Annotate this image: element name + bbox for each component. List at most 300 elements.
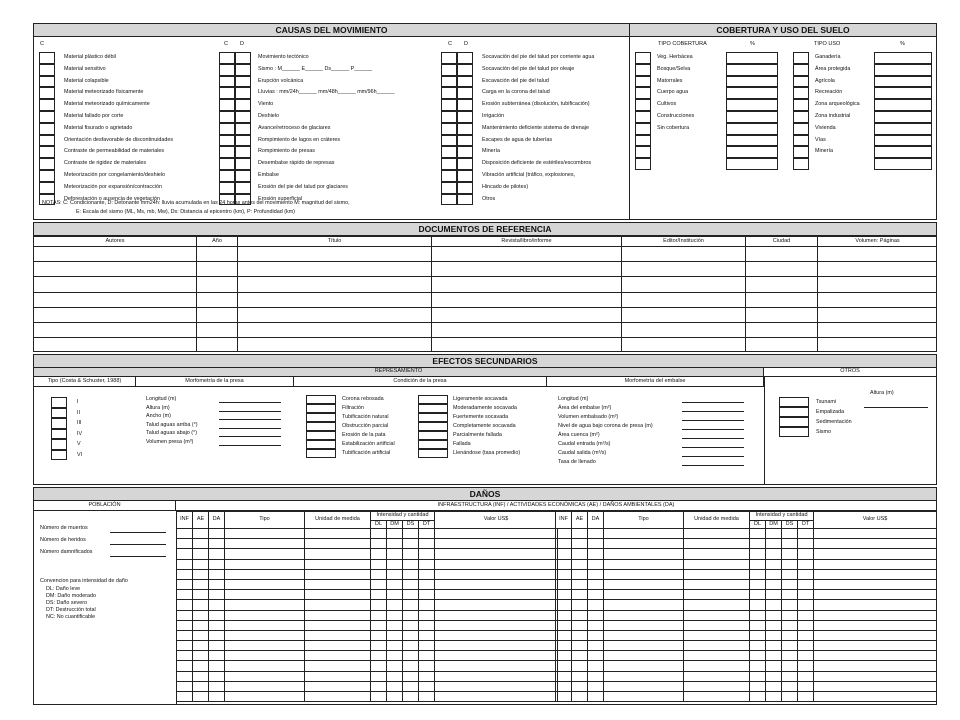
danos-cell[interactable]	[419, 630, 435, 640]
causa-cond-checkbox[interactable]	[219, 182, 235, 194]
danos-cell[interactable]	[684, 600, 750, 610]
danos-cell[interactable]	[766, 651, 782, 661]
tipo-checkbox[interactable]	[51, 397, 67, 408]
uso-checkbox[interactable]	[793, 111, 809, 123]
causa-det-checkbox[interactable]	[457, 123, 473, 135]
danos-cell[interactable]	[435, 681, 558, 691]
danos-cell[interactable]	[435, 671, 558, 681]
danos-cell[interactable]	[572, 620, 588, 630]
danos-cell[interactable]	[305, 681, 371, 691]
danos-cell[interactable]	[750, 661, 766, 671]
danos-cell[interactable]	[684, 651, 750, 661]
danos-cell[interactable]	[435, 692, 558, 702]
danos-cell[interactable]	[371, 620, 387, 630]
doc-cell[interactable]	[197, 307, 238, 322]
danos-cell[interactable]	[588, 559, 604, 569]
causa-cond-checkbox[interactable]	[39, 52, 55, 64]
cobertura-pct-field[interactable]	[726, 123, 778, 135]
danos-cell[interactable]	[766, 590, 782, 600]
altura-field[interactable]	[864, 407, 928, 408]
causa-det-checkbox[interactable]	[235, 52, 251, 64]
danos-cell[interactable]	[782, 569, 798, 579]
danos-cell[interactable]	[305, 569, 371, 579]
condicion-checkbox[interactable]	[306, 431, 336, 440]
cobertura-checkbox[interactable]	[635, 99, 651, 111]
danos-cell[interactable]	[604, 692, 684, 702]
danos-cell[interactable]	[556, 692, 572, 702]
doc-cell[interactable]	[34, 307, 197, 322]
doc-cell[interactable]	[432, 322, 622, 337]
causa-cond-checkbox[interactable]	[39, 146, 55, 158]
danos-cell[interactable]	[177, 529, 193, 539]
danos-cell[interactable]	[766, 641, 782, 651]
danos-cell[interactable]	[193, 549, 209, 559]
danos-cell[interactable]	[419, 671, 435, 681]
causa-cond-checkbox[interactable]	[441, 64, 457, 76]
tipo-checkbox[interactable]	[51, 429, 67, 440]
condicion-checkbox[interactable]	[418, 404, 448, 413]
causa-det-checkbox[interactable]	[235, 123, 251, 135]
causa-cond-checkbox[interactable]	[219, 158, 235, 170]
danos-cell[interactable]	[684, 539, 750, 549]
danos-cell[interactable]	[782, 661, 798, 671]
danos-cell[interactable]	[750, 590, 766, 600]
danos-cell[interactable]	[766, 569, 782, 579]
danos-cell[interactable]	[435, 610, 558, 620]
causa-det-checkbox[interactable]	[457, 52, 473, 64]
danos-cell[interactable]	[588, 641, 604, 651]
danos-cell[interactable]	[387, 549, 403, 559]
causa-cond-checkbox[interactable]	[441, 194, 457, 206]
danos-cell[interactable]	[782, 529, 798, 539]
doc-cell[interactable]	[34, 277, 197, 292]
danos-cell[interactable]	[684, 661, 750, 671]
danos-cell[interactable]	[305, 529, 371, 539]
danos-cell[interactable]	[209, 610, 225, 620]
causa-cond-checkbox[interactable]	[441, 87, 457, 99]
danos-cell[interactable]	[387, 579, 403, 589]
doc-cell[interactable]	[238, 322, 432, 337]
danos-cell[interactable]	[572, 641, 588, 651]
causa-det-checkbox[interactable]	[235, 170, 251, 182]
doc-cell[interactable]	[197, 292, 238, 307]
doc-cell[interactable]	[746, 307, 818, 322]
doc-cell[interactable]	[34, 247, 197, 262]
danos-cell[interactable]	[766, 529, 782, 539]
danos-cell[interactable]	[419, 692, 435, 702]
danos-cell[interactable]	[403, 549, 419, 559]
danos-cell[interactable]	[193, 651, 209, 661]
causa-cond-checkbox[interactable]	[441, 76, 457, 88]
causa-det-checkbox[interactable]	[457, 135, 473, 147]
morfo-embalse-field[interactable]	[682, 411, 744, 412]
causa-cond-checkbox[interactable]	[441, 123, 457, 135]
morfo-presa-field[interactable]	[219, 445, 281, 446]
danos-cell[interactable]	[684, 630, 750, 640]
uso-pct-field[interactable]	[874, 76, 932, 88]
danos-cell[interactable]	[209, 600, 225, 610]
doc-cell[interactable]	[238, 338, 432, 352]
uso-checkbox[interactable]	[793, 135, 809, 147]
danos-cell[interactable]	[305, 671, 371, 681]
uso-pct-field[interactable]	[874, 123, 932, 135]
danos-cell[interactable]	[371, 559, 387, 569]
danos-cell[interactable]	[556, 630, 572, 640]
causa-cond-checkbox[interactable]	[441, 52, 457, 64]
doc-cell[interactable]	[432, 262, 622, 277]
danos-cell[interactable]	[435, 600, 558, 610]
danos-cell[interactable]	[177, 559, 193, 569]
doc-cell[interactable]	[238, 262, 432, 277]
danos-cell[interactable]	[177, 539, 193, 549]
danos-cell[interactable]	[419, 641, 435, 651]
danos-cell[interactable]	[588, 610, 604, 620]
danos-cell[interactable]	[556, 600, 572, 610]
causa-cond-checkbox[interactable]	[219, 123, 235, 135]
doc-cell[interactable]	[34, 338, 197, 352]
danos-cell[interactable]	[435, 620, 558, 630]
danos-cell[interactable]	[782, 610, 798, 620]
morfo-presa-field[interactable]	[219, 411, 281, 412]
danos-cell[interactable]	[403, 620, 419, 630]
causa-cond-checkbox[interactable]	[441, 135, 457, 147]
morfo-embalse-field[interactable]	[682, 420, 744, 421]
danos-cell[interactable]	[684, 559, 750, 569]
morfo-presa-field[interactable]	[219, 419, 281, 420]
danos-cell[interactable]	[588, 620, 604, 630]
causa-cond-checkbox[interactable]	[219, 87, 235, 99]
danos-cell[interactable]	[572, 590, 588, 600]
danos-cell[interactable]	[225, 579, 305, 589]
danos-cell[interactable]	[766, 630, 782, 640]
danos-cell[interactable]	[782, 600, 798, 610]
doc-cell[interactable]	[432, 338, 622, 352]
uso-checkbox[interactable]	[793, 146, 809, 158]
danos-cell[interactable]	[556, 681, 572, 691]
doc-cell[interactable]	[746, 277, 818, 292]
danos-cell[interactable]	[604, 681, 684, 691]
danos-cell[interactable]	[209, 630, 225, 640]
danos-cell[interactable]	[225, 549, 305, 559]
danos-cell[interactable]	[782, 692, 798, 702]
danos-cell[interactable]	[814, 600, 937, 610]
danos-cell[interactable]	[588, 661, 604, 671]
danos-cell[interactable]	[419, 681, 435, 691]
causa-det-checkbox[interactable]	[457, 99, 473, 111]
danos-cell[interactable]	[305, 661, 371, 671]
danos-cell[interactable]	[766, 661, 782, 671]
danos-cell[interactable]	[572, 630, 588, 640]
danos-cell[interactable]	[782, 651, 798, 661]
doc-cell[interactable]	[238, 247, 432, 262]
danos-cell[interactable]	[193, 610, 209, 620]
danos-cell[interactable]	[588, 539, 604, 549]
danos-cell[interactable]	[403, 610, 419, 620]
danos-cell[interactable]	[371, 600, 387, 610]
danos-cell[interactable]	[371, 692, 387, 702]
uso-checkbox[interactable]	[793, 52, 809, 64]
danos-cell[interactable]	[387, 641, 403, 651]
causa-cond-checkbox[interactable]	[441, 158, 457, 170]
cobertura-checkbox[interactable]	[635, 52, 651, 64]
causa-cond-checkbox[interactable]	[219, 64, 235, 76]
danos-cell[interactable]	[556, 559, 572, 569]
danos-cell[interactable]	[419, 559, 435, 569]
danos-cell[interactable]	[387, 692, 403, 702]
danos-cell[interactable]	[403, 692, 419, 702]
danos-cell[interactable]	[814, 579, 937, 589]
danos-cell[interactable]	[556, 529, 572, 539]
doc-cell[interactable]	[622, 338, 746, 352]
danos-cell[interactable]	[371, 549, 387, 559]
cobertura-checkbox[interactable]	[635, 76, 651, 88]
danos-cell[interactable]	[371, 610, 387, 620]
danos-cell[interactable]	[193, 559, 209, 569]
danos-cell[interactable]	[750, 610, 766, 620]
danos-cell[interactable]	[588, 671, 604, 681]
causa-cond-checkbox[interactable]	[39, 64, 55, 76]
danos-cell[interactable]	[225, 681, 305, 691]
danos-cell[interactable]	[387, 620, 403, 630]
danos-cell[interactable]	[750, 620, 766, 630]
danos-cell[interactable]	[371, 539, 387, 549]
danos-cell[interactable]	[209, 651, 225, 661]
tipo-checkbox[interactable]	[51, 408, 67, 419]
danos-cell[interactable]	[193, 681, 209, 691]
danos-cell[interactable]	[814, 661, 937, 671]
doc-cell[interactable]	[818, 277, 938, 292]
danos-cell[interactable]	[419, 610, 435, 620]
danos-cell[interactable]	[305, 692, 371, 702]
causa-det-checkbox[interactable]	[457, 170, 473, 182]
danos-cell[interactable]	[782, 590, 798, 600]
doc-cell[interactable]	[432, 307, 622, 322]
danos-cell[interactable]	[572, 579, 588, 589]
danos-cell[interactable]	[604, 630, 684, 640]
danos-cell[interactable]	[572, 549, 588, 559]
causa-det-checkbox[interactable]	[235, 146, 251, 158]
causa-cond-checkbox[interactable]	[219, 52, 235, 64]
doc-cell[interactable]	[622, 262, 746, 277]
doc-cell[interactable]	[197, 247, 238, 262]
danos-cell[interactable]	[225, 692, 305, 702]
danos-cell[interactable]	[750, 559, 766, 569]
danos-cell[interactable]	[371, 661, 387, 671]
danos-cell[interactable]	[572, 671, 588, 681]
danos-cell[interactable]	[419, 651, 435, 661]
doc-cell[interactable]	[818, 307, 938, 322]
doc-cell[interactable]	[818, 292, 938, 307]
danos-cell[interactable]	[177, 620, 193, 630]
danos-cell[interactable]	[371, 569, 387, 579]
danos-cell[interactable]	[305, 539, 371, 549]
danos-cell[interactable]	[209, 529, 225, 539]
danos-cell[interactable]	[403, 661, 419, 671]
cobertura-pct-field[interactable]	[726, 111, 778, 123]
doc-cell[interactable]	[197, 262, 238, 277]
danos-cell[interactable]	[684, 620, 750, 630]
danos-cell[interactable]	[684, 569, 750, 579]
danos-cell[interactable]	[814, 641, 937, 651]
danos-cell[interactable]	[177, 681, 193, 691]
danos-cell[interactable]	[387, 529, 403, 539]
danos-cell[interactable]	[684, 590, 750, 600]
causa-cond-checkbox[interactable]	[39, 87, 55, 99]
danos-cell[interactable]	[193, 539, 209, 549]
danos-cell[interactable]	[177, 569, 193, 579]
danos-cell[interactable]	[403, 651, 419, 661]
danos-cell[interactable]	[305, 549, 371, 559]
danos-cell[interactable]	[403, 590, 419, 600]
danos-cell[interactable]	[387, 661, 403, 671]
danos-cell[interactable]	[684, 610, 750, 620]
doc-cell[interactable]	[34, 292, 197, 307]
doc-cell[interactable]	[432, 277, 622, 292]
danos-cell[interactable]	[556, 651, 572, 661]
causa-cond-checkbox[interactable]	[219, 135, 235, 147]
doc-cell[interactable]	[197, 277, 238, 292]
morfo-embalse-field[interactable]	[682, 447, 744, 448]
doc-cell[interactable]	[197, 322, 238, 337]
danos-cell[interactable]	[556, 620, 572, 630]
danos-cell[interactable]	[435, 569, 558, 579]
danos-cell[interactable]	[814, 539, 937, 549]
morfo-presa-field[interactable]	[219, 436, 281, 437]
danos-cell[interactable]	[604, 579, 684, 589]
danos-cell[interactable]	[435, 539, 558, 549]
danos-cell[interactable]	[750, 692, 766, 702]
danos-cell[interactable]	[750, 579, 766, 589]
danos-cell[interactable]	[209, 539, 225, 549]
causa-det-checkbox[interactable]	[457, 111, 473, 123]
danos-cell[interactable]	[209, 641, 225, 651]
danos-cell[interactable]	[403, 529, 419, 539]
danos-cell[interactable]	[225, 559, 305, 569]
cobertura-pct-field[interactable]	[726, 135, 778, 147]
danos-cell[interactable]	[177, 661, 193, 671]
causa-det-checkbox[interactable]	[457, 194, 473, 206]
danos-cell[interactable]	[435, 661, 558, 671]
danos-cell[interactable]	[225, 671, 305, 681]
danos-cell[interactable]	[556, 661, 572, 671]
danos-cell[interactable]	[588, 590, 604, 600]
doc-cell[interactable]	[818, 247, 938, 262]
cobertura-checkbox[interactable]	[635, 135, 651, 147]
doc-cell[interactable]	[746, 322, 818, 337]
danos-cell[interactable]	[305, 590, 371, 600]
danos-cell[interactable]	[782, 681, 798, 691]
danos-cell[interactable]	[435, 590, 558, 600]
doc-cell[interactable]	[622, 307, 746, 322]
causa-det-checkbox[interactable]	[457, 64, 473, 76]
doc-cell[interactable]	[622, 322, 746, 337]
danos-cell[interactable]	[814, 529, 937, 539]
causa-cond-checkbox[interactable]	[219, 99, 235, 111]
danos-cell[interactable]	[305, 600, 371, 610]
danos-cell[interactable]	[782, 579, 798, 589]
danos-cell[interactable]	[572, 661, 588, 671]
danos-cell[interactable]	[556, 539, 572, 549]
danos-cell[interactable]	[193, 641, 209, 651]
danos-cell[interactable]	[766, 692, 782, 702]
danos-cell[interactable]	[193, 569, 209, 579]
danos-cell[interactable]	[305, 610, 371, 620]
danos-cell[interactable]	[798, 671, 814, 681]
uso-pct-field[interactable]	[874, 135, 932, 147]
cobertura-pct-field[interactable]	[726, 76, 778, 88]
danos-cell[interactable]	[782, 630, 798, 640]
danos-cell[interactable]	[225, 600, 305, 610]
otros-checkbox[interactable]	[779, 407, 809, 417]
danos-cell[interactable]	[750, 630, 766, 640]
danos-cell[interactable]	[225, 529, 305, 539]
danos-cell[interactable]	[684, 579, 750, 589]
doc-cell[interactable]	[238, 307, 432, 322]
danos-cell[interactable]	[572, 569, 588, 579]
danos-cell[interactable]	[371, 671, 387, 681]
danos-cell[interactable]	[177, 579, 193, 589]
danos-cell[interactable]	[604, 610, 684, 620]
danos-cell[interactable]	[371, 579, 387, 589]
danos-cell[interactable]	[814, 692, 937, 702]
cobertura-checkbox[interactable]	[635, 158, 651, 170]
danos-cell[interactable]	[684, 692, 750, 702]
danos-cell[interactable]	[750, 651, 766, 661]
danos-cell[interactable]	[766, 539, 782, 549]
danos-cell[interactable]	[750, 549, 766, 559]
danos-cell[interactable]	[209, 681, 225, 691]
danos-cell[interactable]	[419, 569, 435, 579]
danos-cell[interactable]	[371, 641, 387, 651]
causa-det-checkbox[interactable]	[235, 99, 251, 111]
danos-cell[interactable]	[572, 529, 588, 539]
condicion-checkbox[interactable]	[418, 395, 448, 404]
danos-cell[interactable]	[766, 549, 782, 559]
danos-cell[interactable]	[798, 590, 814, 600]
danos-cell[interactable]	[572, 600, 588, 610]
danos-cell[interactable]	[177, 630, 193, 640]
danos-cell[interactable]	[193, 630, 209, 640]
danos-cell[interactable]	[177, 651, 193, 661]
danos-cell[interactable]	[177, 549, 193, 559]
danos-cell[interactable]	[225, 641, 305, 651]
danos-cell[interactable]	[684, 529, 750, 539]
danos-cell[interactable]	[556, 671, 572, 681]
danos-cell[interactable]	[766, 681, 782, 691]
causa-cond-checkbox[interactable]	[219, 146, 235, 158]
danos-cell[interactable]	[604, 671, 684, 681]
danos-cell[interactable]	[435, 579, 558, 589]
danos-cell[interactable]	[782, 620, 798, 630]
danos-cell[interactable]	[798, 681, 814, 691]
causa-cond-checkbox[interactable]	[39, 135, 55, 147]
doc-cell[interactable]	[622, 277, 746, 292]
cobertura-pct-field[interactable]	[726, 64, 778, 76]
condicion-checkbox[interactable]	[418, 440, 448, 449]
uso-pct-field[interactable]	[874, 111, 932, 123]
danos-cell[interactable]	[798, 651, 814, 661]
danos-cell[interactable]	[782, 559, 798, 569]
danos-cell[interactable]	[225, 569, 305, 579]
danos-cell[interactable]	[798, 569, 814, 579]
danos-cell[interactable]	[750, 671, 766, 681]
uso-pct-field[interactable]	[874, 64, 932, 76]
causa-cond-checkbox[interactable]	[219, 76, 235, 88]
danos-cell[interactable]	[403, 671, 419, 681]
doc-cell[interactable]	[818, 262, 938, 277]
uso-pct-field[interactable]	[874, 87, 932, 99]
danos-cell[interactable]	[435, 641, 558, 651]
